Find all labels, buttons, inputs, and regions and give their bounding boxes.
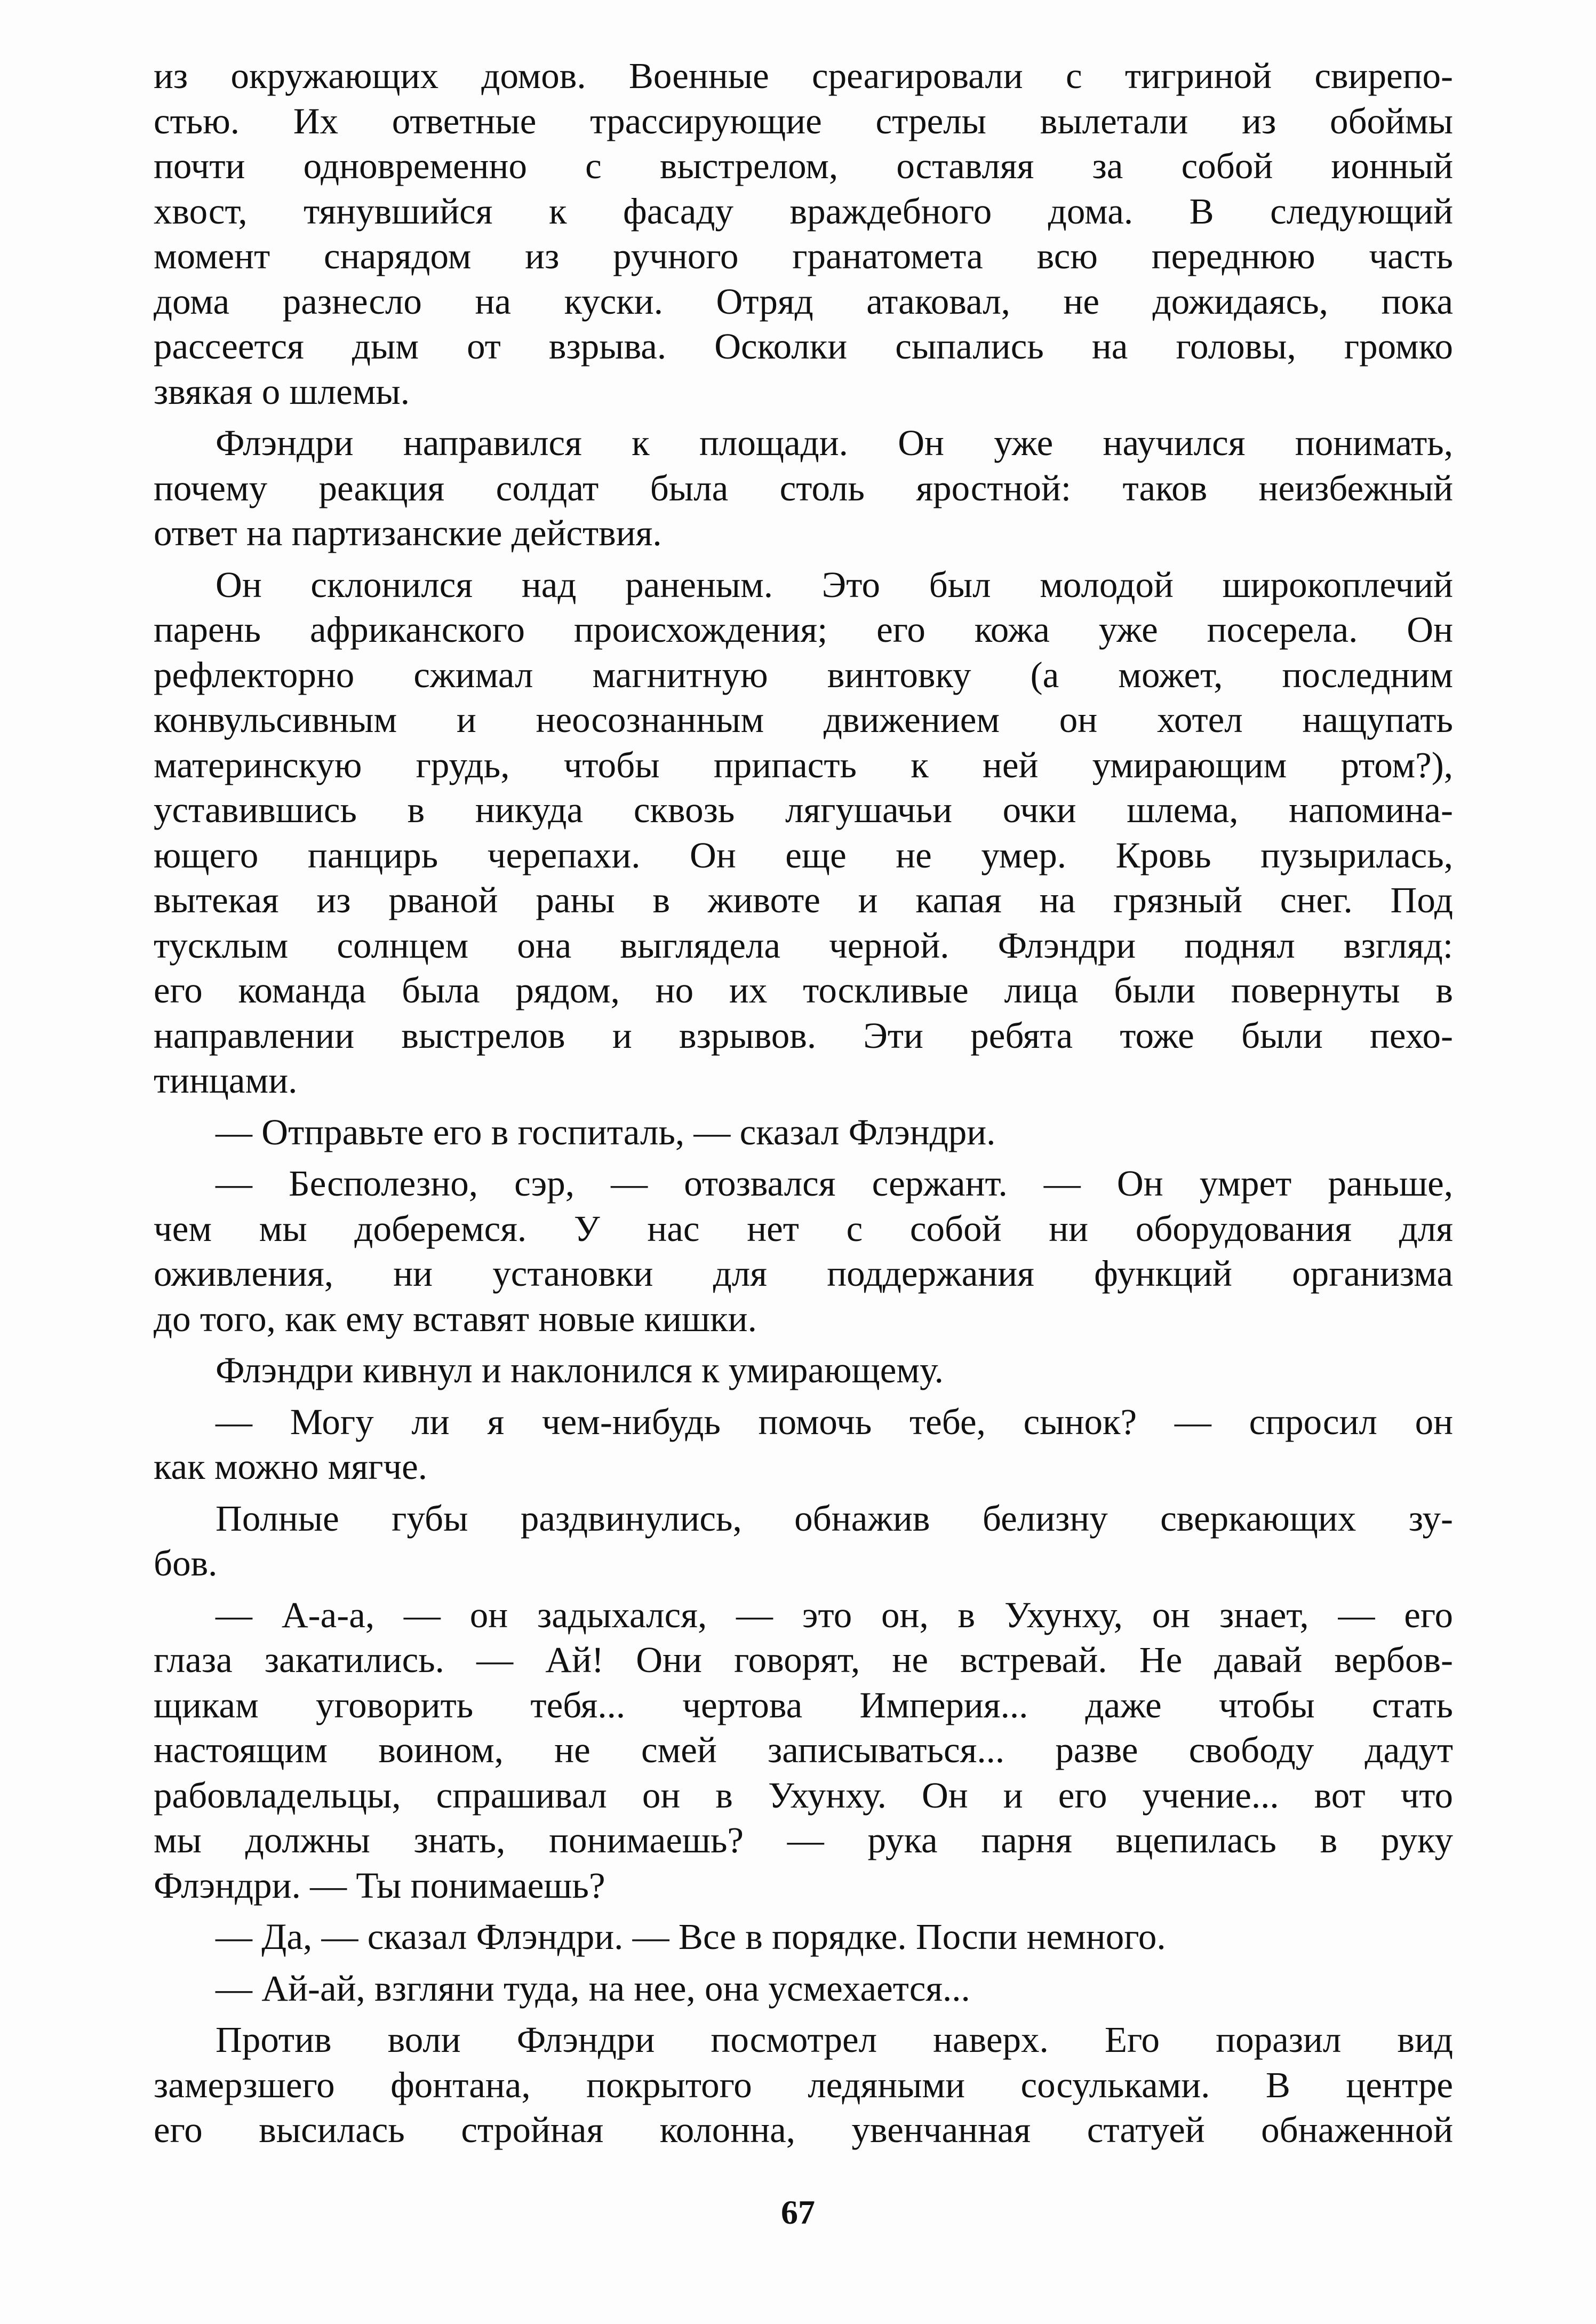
text-line: вытекая из рваной раны в животе и капая на грязный снег. Под bbox=[154, 880, 1453, 920]
text-line: — Могу ли я чем-нибудь помочь тебе, сынок? — спросил он bbox=[216, 1401, 1453, 1442]
text-line: парень африканского происхождения; его кожа уже посерела. Он bbox=[154, 609, 1453, 650]
text-line: ющего панцирь черепахи. Он еще не умер. Кровь пузырилась, bbox=[154, 834, 1453, 876]
text-line: рассеется дым от взрыва. Осколки сыпались на головы, громко bbox=[154, 326, 1453, 367]
page-number: 67 bbox=[781, 2193, 815, 2231]
text-line: — Ай-ай, взгляни туда, на нее, она усмехается... bbox=[216, 1968, 970, 2009]
text-line: рефлекторно сжимал магнитную винтовку (а может, последним bbox=[154, 654, 1453, 695]
text-line: материнскую грудь, чтобы припасть к ней умирающим ртом?), bbox=[154, 744, 1453, 785]
text-line: конвульсивным и неосознанным движением он хотел нащупать bbox=[154, 699, 1453, 740]
text-line: тинцами. bbox=[154, 1060, 298, 1101]
text-line: чем мы доберемся. У нас нет с собой ни оборудования для bbox=[154, 1208, 1453, 1249]
text-line: бов. bbox=[154, 1543, 218, 1583]
text-line: Полные губы раздвинулись, обнажив белизну сверкающих зу- bbox=[216, 1498, 1453, 1539]
text-line: глаза закатились. — Ай! Они говорят, не встревай. Не давай вербов- bbox=[154, 1639, 1453, 1680]
text-line: Он склонился над раненым. Это был молодой широкоплечий bbox=[216, 564, 1453, 605]
text-line: почему реакция солдат была столь яростной: таков неизбежный bbox=[154, 467, 1453, 508]
text-line: уставившись в никуда сквозь лягушачьи очки шлема, напомина- bbox=[154, 790, 1453, 830]
text-line: — А-а-а, — он задыхался, — это он, в Ухунху, он знает, — его bbox=[216, 1594, 1453, 1635]
page-text bbox=[154, 53, 1453, 2153]
text-line: до того, как ему вставят новые кишки. bbox=[154, 1298, 757, 1339]
text-line: — Бесполезно, сэр, — отозвался сержант. — Он умрет раньше, bbox=[216, 1163, 1453, 1204]
text-line: тусклым солнцем она выглядела черной. Флэндри поднял взгляд: bbox=[154, 925, 1453, 966]
text-line: как можно мягче. bbox=[154, 1446, 427, 1487]
text-line: почти одновременно с выстрелом, оставляя за собой ионный bbox=[154, 146, 1453, 186]
text-line: мы должны знать, понимаешь? — рука парня вцепилась в руку bbox=[154, 1820, 1453, 1860]
text-line: его высилась стройная колонна, увенчанная статуей обнаженной bbox=[154, 2110, 1453, 2150]
text-line: настоящим воином, не смей записываться... разве свободу дадут bbox=[154, 1730, 1453, 1770]
text-line: — Отправьте его в госпиталь, — сказал Флэндри. bbox=[216, 1111, 996, 1152]
text-line: ответ на партизанские действия. bbox=[154, 513, 662, 553]
text-line: Флэндри направился к площади. Он уже научился понимать, bbox=[216, 423, 1453, 463]
text-line: дома разнесло на куски. Отряд атаковал, не дожидаясь, пока bbox=[154, 281, 1453, 322]
text-line: направлении выстрелов и взрывов. Эти ребята тоже были пехо- bbox=[154, 1015, 1453, 1056]
text-line: рабовладельцы, спрашивал он в Ухунху. Он и его учение... вот что bbox=[154, 1774, 1453, 1816]
text-line: Флэндри. — Ты понимаешь? bbox=[154, 1865, 605, 1906]
text-line: момент снарядом из ручного гранатомета всю переднюю часть bbox=[154, 236, 1453, 276]
text-line: Флэндри кивнул и наклонился к умирающему. bbox=[216, 1350, 944, 1390]
text-line: щикам уговорить тебя... чертова Империя... даже чтобы стать bbox=[154, 1684, 1453, 1725]
text-line: из окружающих домов. Военные среагировали с тигриной свирепо- bbox=[154, 55, 1453, 96]
text-line: стью. Их ответные трассирующие стрелы вылетали из обоймы bbox=[154, 100, 1453, 141]
text-line: звякая о шлемы. bbox=[154, 371, 410, 412]
text-line: замерзшего фонтана, покрытого ледяными сосульками. В центре bbox=[154, 2064, 1453, 2105]
text-line: оживления, ни установки для поддержания функций организма bbox=[154, 1253, 1453, 1294]
text-line: его команда была рядом, но их тоскливые лица были повернуты в bbox=[154, 970, 1453, 1010]
text-line: хвост, тянувшийся к фасаду враждебного дома. В следующий bbox=[154, 190, 1453, 232]
text-line: Против воли Флэндри посмотрел наверх. Его поразил вид bbox=[216, 2019, 1453, 2060]
text-line: — Да, — сказал Флэндри. — Все в порядке. Поспи немного. bbox=[216, 1916, 1166, 1957]
